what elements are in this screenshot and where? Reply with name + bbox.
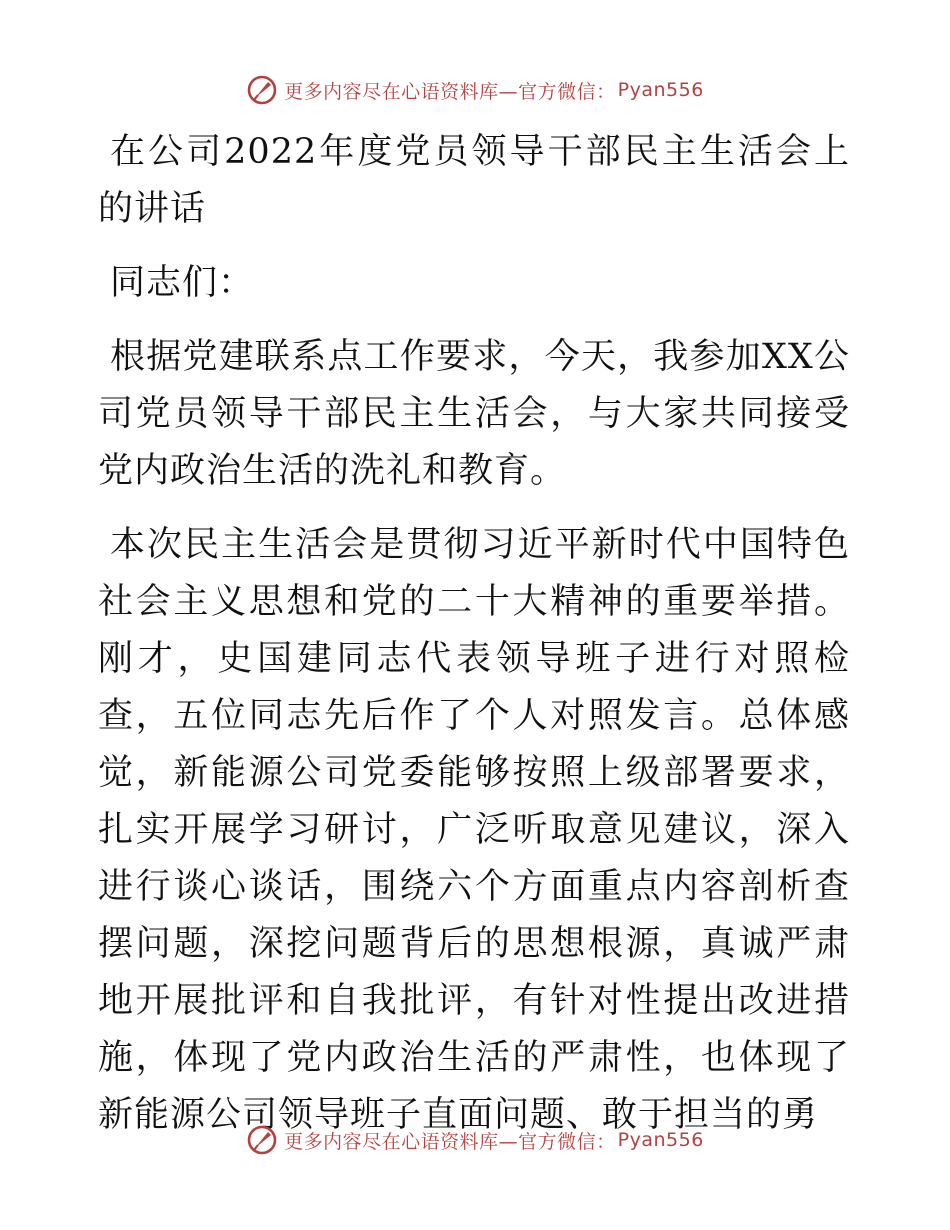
paragraph: 根据党建联系点工作要求，今天，我参加XX公司党员领导干部民主生活会，与大家共同接受党内政治生活的洗礼和教育。 [98, 337, 850, 491]
watermark-account: Pyan556 [617, 1129, 704, 1151]
watermark-footer [0, 1120, 950, 1160]
watermark-text: 更多内容尽在心语资料库—官方微信： [284, 80, 616, 103]
watermark-header [0, 70, 950, 110]
quill-logo-icon [246, 74, 278, 106]
paragraph: 本次民主生活会是贯彻习近平新时代中国特色社会主义思想和党的二十大精神的重要举措。刚才，史国建同志代表领导班子进行对照检查，五位同志先后作了个人对照发言。总体感觉，新能源公司党委能够按照上级部署要求，扎实开展学习研讨，广泛听取意见建议，深入进行谈心谈话，围绕六个方面重点内容剖析查摆问题，深挖问题背后的思想根源，真诚严肃地开展批评和自我批评，有针对性提出改进措施，体现了党内政治生活的严肃性，也体现了新能源公司领导班子直面问题、敢于担当的勇 [98, 525, 850, 1135]
document-title: 在公司2022年度党员领导干部民主生活会上的讲话 [98, 132, 850, 229]
quill-logo-icon [246, 1124, 278, 1156]
document-body [98, 124, 850, 1144]
greeting: 同志们： [110, 263, 255, 303]
watermark-text: 更多内容尽在心语资料库—官方微信： [284, 1130, 616, 1153]
watermark-account: Pyan556 [617, 79, 704, 101]
